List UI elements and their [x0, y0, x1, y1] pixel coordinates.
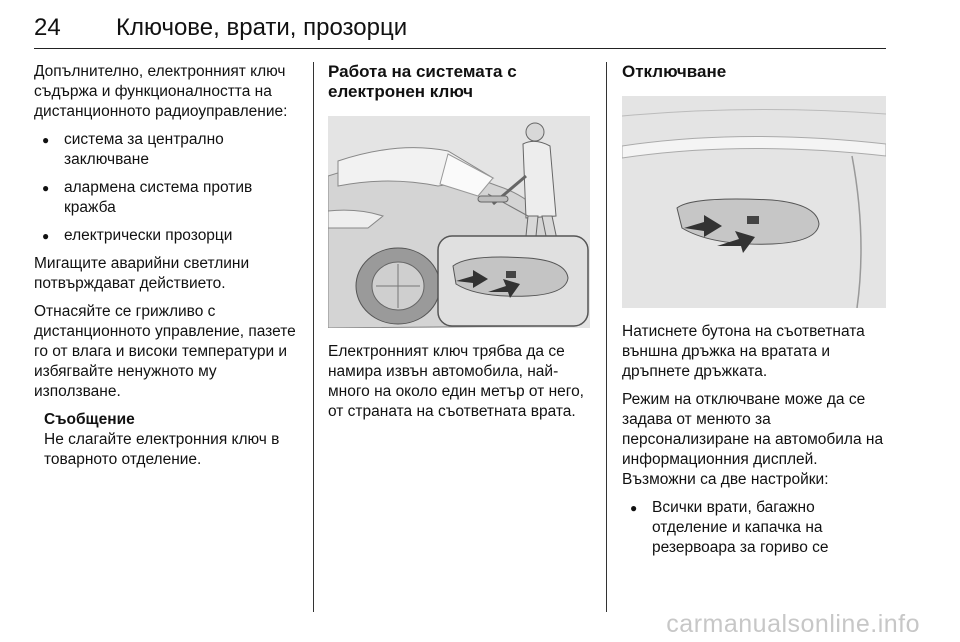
column-2	[328, 62, 590, 430]
list-item: ● електрически прозорци	[34, 226, 302, 246]
column-3	[622, 62, 887, 566]
door-handle-illustration	[622, 96, 886, 308]
note-title: Съобщение	[44, 411, 135, 428]
section-heading: Работа на системата с електронен ключ	[328, 62, 517, 101]
column-1	[34, 62, 302, 470]
page-number: 24	[34, 14, 61, 41]
note-text: Не слагайте електронния ключ в товарното отделение.	[44, 431, 280, 468]
note-box	[34, 410, 302, 470]
section-heading: Отключване	[622, 62, 727, 81]
page-header	[34, 14, 886, 49]
car-key-illustration	[328, 116, 590, 328]
watermark: carmanualsonline.info	[666, 610, 920, 638]
unlock-mode-paragraph: Режим на отключване може да се задава от менюто за персонализиране на автомобила на информационния дисплей. Възможни са две настройки:	[622, 391, 884, 488]
setting-list	[622, 498, 887, 558]
hazard-lights-paragraph: Мигащите аварийни светлини потвърждават действието.	[34, 255, 250, 292]
column-divider-1	[313, 62, 314, 612]
care-paragraph: Отнасяйте се грижливо с дистанционното управление, пазете го от влага и високи температури и избягвайте ненужното му използване.	[34, 303, 296, 400]
list-item: ● алармена система против кражба	[34, 178, 302, 218]
page-title: Ключове, врати, прозорци	[116, 14, 408, 41]
list-item: ● Всички врати, багажно отделение и капачка на резервоара за гориво се	[622, 498, 887, 558]
intro-paragraph: Допълнително, електронният ключ съдържа и функционалността на дистанционното радиоуправление:	[34, 63, 288, 120]
feature-list	[34, 130, 302, 246]
column-divider-2	[606, 62, 607, 612]
key-range-paragraph: Електронният ключ трябва да се намира извън автомобила, най-много на около един метър от него, от страната на съответната врата.	[328, 343, 584, 420]
list-item: ● система за централно заключване	[34, 130, 302, 170]
unlock-instruction-paragraph: Натиснете бутона на съответната външна дръжка на вратата и дръпнете дръжката.	[622, 323, 865, 380]
